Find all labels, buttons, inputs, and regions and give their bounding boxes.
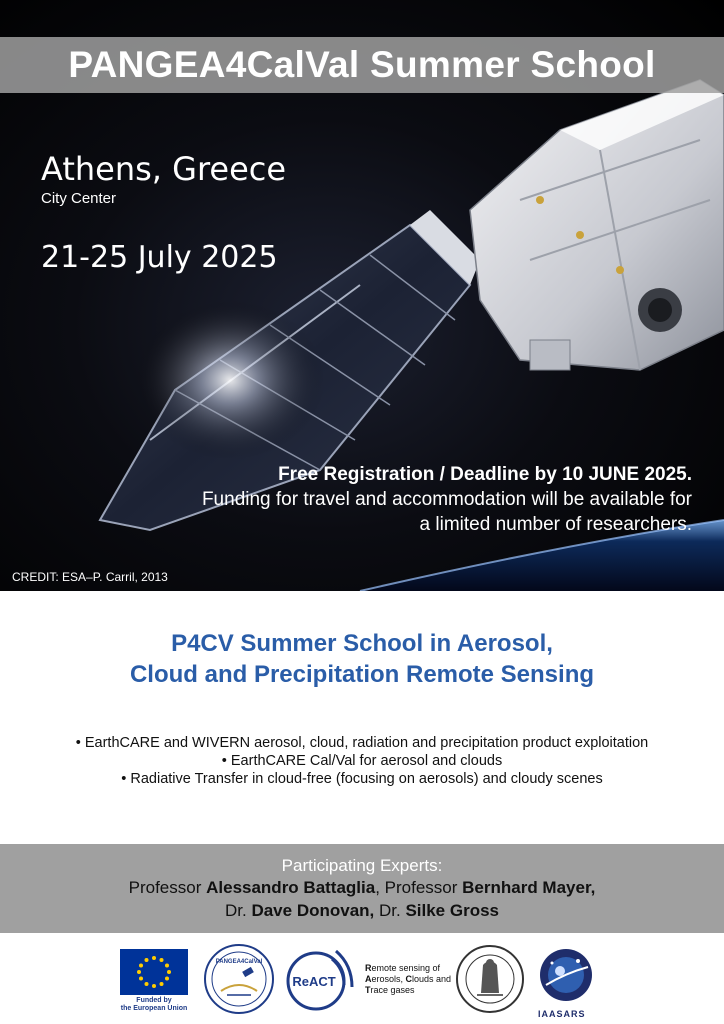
observatory-seal-logo	[455, 943, 525, 1015]
rs-initial: T	[365, 985, 371, 995]
list-item: • Radiative Transfer in cloud-free (focusing on aerosols) and cloudy scenes	[0, 770, 724, 788]
rs-word: louds and	[412, 974, 452, 984]
eu-caption-line-1: Funded by	[136, 997, 172, 1004]
event-city: Athens, Greece	[41, 150, 287, 188]
funding-line-1: Funding for travel and accommodation will be available for	[201, 489, 692, 510]
eu-caption	[112, 997, 196, 1013]
react-logo	[284, 945, 354, 1013]
list-item: • EarthCARE and WIVERN aerosol, cloud, radiation and precipitation product exploitation	[0, 734, 724, 752]
rs-word: erosols,	[371, 974, 406, 984]
remote-sensing-text	[365, 963, 451, 996]
logo-strip	[0, 933, 724, 1024]
iaasars-logo	[538, 945, 594, 1007]
event-dates: 21-25 July 2025	[41, 240, 278, 275]
expert-title: Professor	[128, 878, 207, 897]
title-band	[0, 37, 724, 93]
event-venue: City Center	[41, 190, 117, 207]
rs-initial: C	[405, 974, 413, 984]
eu-flag-logo	[120, 949, 188, 995]
registration-info	[132, 462, 692, 537]
rs-word: emote sensing of	[371, 963, 441, 973]
expert-name: Alessandro Battaglia	[206, 878, 376, 897]
school-headline	[0, 628, 724, 690]
expert-title: Dr.	[374, 901, 406, 920]
experts-band	[0, 844, 724, 933]
rs-initial: R	[365, 963, 372, 973]
rs-word: race gases	[370, 985, 415, 995]
funding-line-2: a limited number of researchers.	[419, 514, 692, 535]
expert-name: Silke Gross	[405, 901, 499, 920]
event-title: PANGEA4CalVal Summer School	[68, 44, 656, 85]
headline-line-1: P4CV Summer School in Aerosol,	[171, 630, 553, 657]
registration-deadline: Free Registration / Deadline by 10 JUNE 2025.	[278, 464, 692, 485]
iaasars-label: IAASARS	[538, 1009, 586, 1019]
expert-title: , Professor	[375, 878, 463, 897]
eu-caption-line-2: the European Union	[120, 1005, 188, 1012]
experts-heading: Participating Experts:	[281, 856, 443, 875]
rs-initial: A	[365, 974, 372, 984]
headline-line-2: Cloud and Precipitation Remote Sensing	[129, 661, 595, 688]
expert-name: Bernhard Mayer,	[462, 878, 596, 897]
experts-line-1	[0, 876, 724, 899]
list-item: • EarthCARE Cal/Val for aerosol and clouds	[0, 752, 724, 770]
pangea-logo	[203, 943, 275, 1015]
topics-list	[0, 734, 724, 788]
react-logo-text: ReACT	[292, 974, 336, 989]
expert-name: Dave Donovan,	[251, 901, 375, 920]
experts-line-2	[0, 899, 724, 922]
image-credit: CREDIT: ESA–P. Carril, 2013	[12, 570, 168, 584]
expert-title: Dr.	[225, 901, 252, 920]
pangea-logo-text: PANGEA4CalVal	[215, 959, 263, 965]
